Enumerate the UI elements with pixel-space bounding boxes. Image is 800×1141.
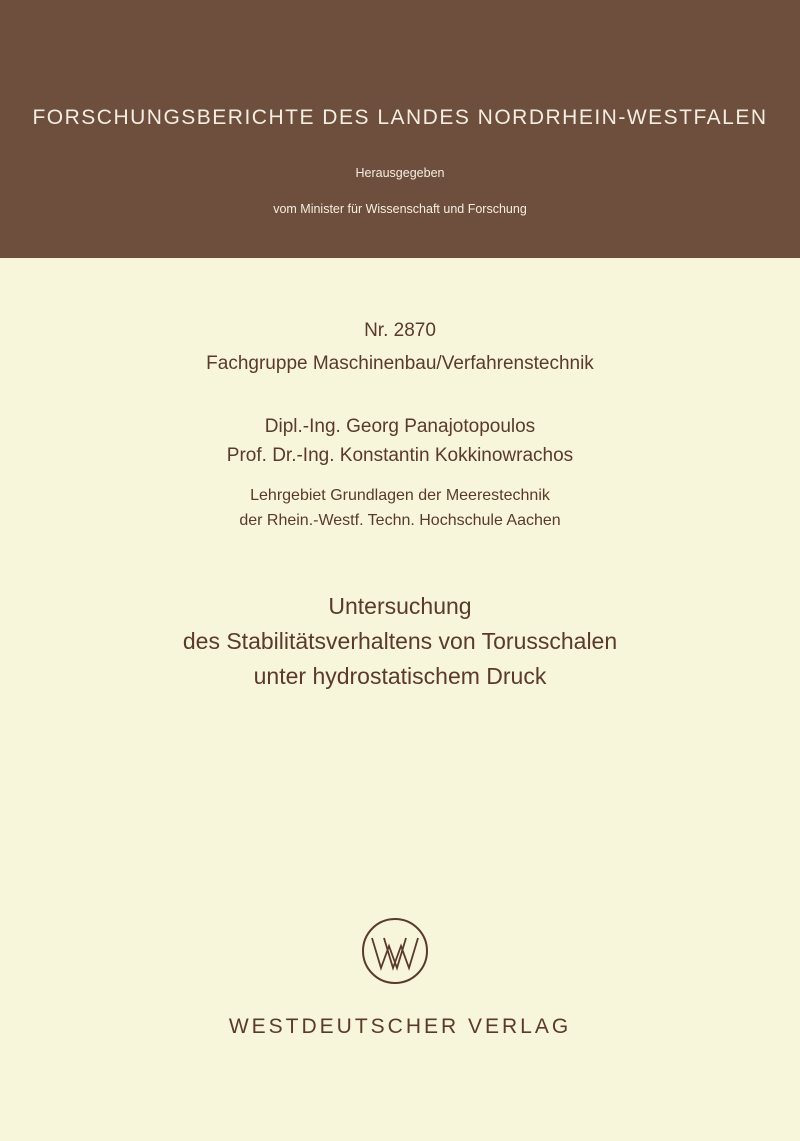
publisher-name: WESTDEUTSCHER VERLAG (228, 1015, 572, 1038)
institution-line-1: Lehrgebiet Grundlagen der Meerestechnik (250, 487, 550, 504)
header-band (0, 0, 800, 258)
publisher-logo-icon (360, 916, 430, 986)
series-title: FORSCHUNGSBERICHTE DES LANDES NORDRHEIN-WESTFALEN (32, 106, 768, 129)
author-2: Prof. Dr.-Ing. Konstantin Kokkinowrachos (226, 445, 574, 466)
issued-label: Herausgegeben (355, 166, 445, 180)
institution-line-2: der Rhein.-Westf. Techn. Hochschule Aachen (239, 512, 561, 529)
report-number: Nr. 2870 (364, 320, 436, 341)
title-line-3: unter hydrostatischem Druck (253, 663, 547, 689)
title-line-1: Untersuchung (328, 593, 472, 619)
author-1: Dipl.-Ing. Georg Panajotopoulos (264, 416, 536, 437)
subject-group: Fachgruppe Maschinenbau/Verfahrenstechnik (206, 353, 594, 374)
issued-by: vom Minister für Wissenschaft und Forschung (273, 202, 527, 216)
title-line-2: des Stabilitätsverhaltens von Torusschalen (182, 628, 618, 654)
